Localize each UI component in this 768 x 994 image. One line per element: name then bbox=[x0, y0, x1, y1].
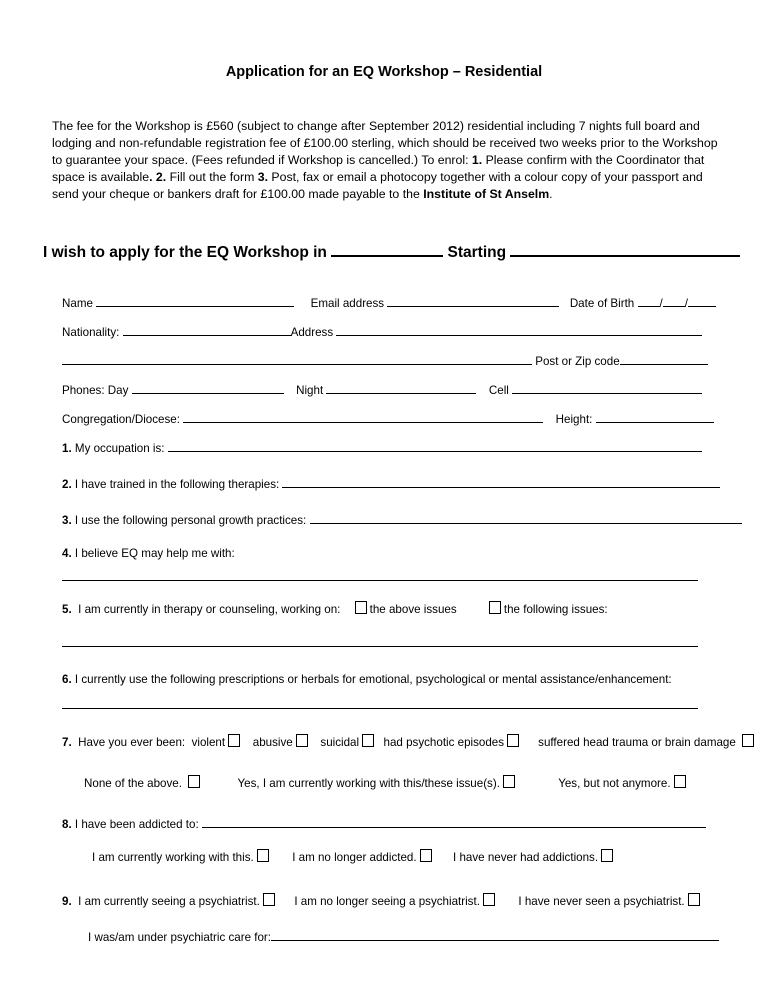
psychiatrist-no-longer-checkbox[interactable] bbox=[483, 893, 495, 906]
apply-label: I wish to apply for the EQ Workshop in bbox=[43, 244, 327, 261]
address-label: Address bbox=[290, 326, 334, 339]
address-line2-field[interactable] bbox=[62, 353, 532, 365]
nationality-row bbox=[62, 324, 702, 339]
congregation-row bbox=[62, 411, 714, 426]
name-row: Name Email address Date of Birth / / bbox=[62, 295, 716, 310]
question-2: 2. I have trained in the following therapies: bbox=[62, 476, 720, 491]
height-label: Height: bbox=[555, 413, 593, 426]
addictions-field[interactable] bbox=[202, 816, 706, 828]
starting-date-blank[interactable] bbox=[510, 242, 740, 257]
phone-cell-field[interactable] bbox=[512, 382, 702, 394]
question-9: 9. I am currently seeing a psychiatrist. I am no longer seeing a psychiatrist. I have never seen a psychiatrist. bbox=[62, 893, 703, 908]
question-4: 4. I believe EQ may help me with: bbox=[62, 547, 235, 560]
currently-working-checkbox[interactable] bbox=[503, 775, 515, 788]
phone-cell-label: Cell bbox=[488, 384, 509, 397]
question-6: 6. I currently use the following prescriptions or herbals for emotional, psychological or mental assistance/enhancement: bbox=[62, 673, 672, 686]
psychotic-checkbox[interactable] bbox=[507, 734, 519, 747]
email-field[interactable] bbox=[387, 295, 559, 307]
congregation-label: Congregation/Diocese: bbox=[62, 413, 180, 426]
dob-label: Date of Birth bbox=[569, 297, 635, 310]
psychiatric-care-row: I was/am under psychiatric care for: bbox=[88, 929, 719, 944]
phone-night-label: Night bbox=[296, 384, 324, 397]
form-title: Application for an EQ Workshop – Residential bbox=[225, 64, 543, 80]
name-label: Name bbox=[62, 297, 93, 310]
nationality-field[interactable] bbox=[123, 324, 291, 336]
psychiatrist-current-checkbox[interactable] bbox=[263, 893, 275, 906]
phone-day-label: Phones: Day bbox=[62, 384, 129, 397]
intro-paragraph: The fee for the Workshop is £560 (subject to change after September 2012) residential including 7 nights full board and lodging and non-refundable registration fee of £100.00 sterling, which should be received two weeks prior to the Workshop to guarantee your space. (Fees refunded if Workshop is cancelled.) To enrol: 1. Please confirm with the Coordinator that space is available. 2. Fill out the form 3. Post, fax or email a photocopy together with a colour copy of your passport and send your cheque or bankers draft for £100.00 made payable to the Institute of St Anselm. bbox=[52, 119, 718, 201]
question-5: 5. I am currently in therapy or counseling, working on: the above issues the following issues: bbox=[62, 603, 608, 616]
apply-line bbox=[43, 242, 740, 262]
head-trauma-checkbox[interactable] bbox=[742, 734, 754, 747]
suicidal-checkbox[interactable] bbox=[362, 734, 374, 747]
phones-row bbox=[62, 382, 702, 397]
question-8: 8. I have been addicted to: bbox=[62, 816, 706, 831]
email-label: Email address bbox=[310, 297, 385, 310]
question-7-followup: None of the above. Yes, I am currently working with this/these issue(s). Yes, but not anymore. bbox=[84, 775, 689, 790]
address-field[interactable] bbox=[336, 324, 702, 336]
congregation-field[interactable] bbox=[183, 411, 543, 423]
following-issues-checkbox[interactable] bbox=[489, 601, 501, 614]
phone-day-field[interactable] bbox=[132, 382, 284, 394]
question-3: 3. I use the following personal growth practices: bbox=[62, 512, 742, 527]
postcode-label: Post or Zip code bbox=[535, 355, 620, 368]
psychiatrist-never-checkbox[interactable] bbox=[688, 893, 700, 906]
psychiatric-care-field[interactable] bbox=[271, 929, 719, 941]
addiction-never-checkbox[interactable] bbox=[601, 849, 613, 862]
dob-year-field[interactable] bbox=[688, 295, 716, 307]
dob-month-field[interactable] bbox=[663, 295, 685, 307]
question-8-followup: I am currently working with this. I am no longer addicted. I have never had addictions. bbox=[92, 849, 616, 864]
violent-checkbox[interactable] bbox=[228, 734, 240, 747]
occupation-field[interactable] bbox=[168, 440, 702, 452]
postcode-field[interactable] bbox=[620, 353, 708, 365]
question-1: 1. My occupation is: bbox=[62, 440, 702, 455]
workshop-location-blank[interactable] bbox=[331, 242, 443, 257]
none-of-above-checkbox[interactable] bbox=[188, 775, 200, 788]
starting-label: Starting bbox=[447, 244, 507, 261]
therapy-issues-field[interactable] bbox=[62, 646, 698, 647]
abusive-checkbox[interactable] bbox=[296, 734, 308, 747]
addiction-no-longer-checkbox[interactable] bbox=[420, 849, 432, 862]
growth-practices-field[interactable] bbox=[310, 512, 742, 524]
addiction-current-checkbox[interactable] bbox=[257, 849, 269, 862]
above-issues-checkbox[interactable] bbox=[355, 601, 367, 614]
nationality-label: Nationality: bbox=[62, 326, 120, 339]
dob-day-field[interactable] bbox=[638, 295, 660, 307]
height-field[interactable] bbox=[596, 411, 714, 423]
prescriptions-field[interactable] bbox=[62, 708, 698, 709]
therapies-field[interactable] bbox=[282, 476, 720, 488]
address-line2-row bbox=[62, 353, 708, 368]
phone-night-field[interactable] bbox=[326, 382, 476, 394]
not-anymore-checkbox[interactable] bbox=[674, 775, 686, 788]
name-field[interactable] bbox=[96, 295, 294, 307]
question-7: 7. Have you ever been: violent abusive suicidal had psychotic episodes suffered head trauma or brain damage bbox=[62, 734, 757, 749]
eq-help-field[interactable] bbox=[62, 580, 698, 581]
